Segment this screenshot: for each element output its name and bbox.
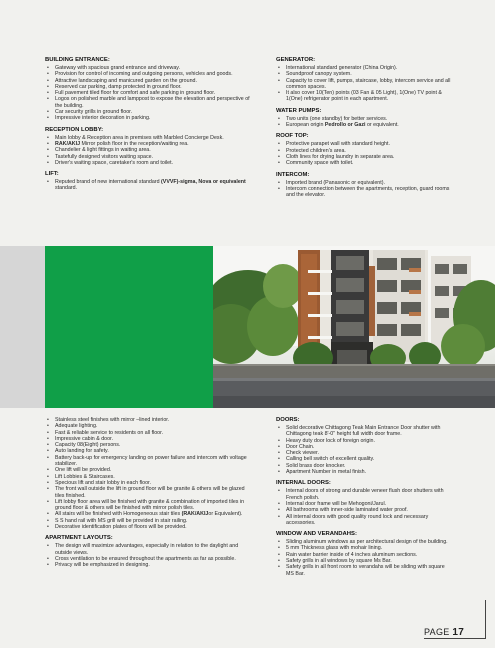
lift-features-list [45,417,255,530]
list-item: • Fast & reliable service to residents on all floor. [55,430,255,436]
building-entrance-list [45,65,255,122]
brand-name: (RAK/AKIJ [181,511,209,518]
doors-heading: DOORS: [276,417,300,423]
left-bottom-column [45,417,255,574]
internal-doors-list [276,488,454,526]
list-item [286,122,454,128]
list-item: • Impressive cabin & door. [55,436,255,442]
list-item: • Gateway with spacious grand entrance and driveway. [55,65,255,71]
list-item: • Intercom connection between the apartments, reception, guard rooms and the elevator. [286,186,454,199]
list-item: • Adequate lighting. [55,423,255,429]
intercom-list [276,180,454,199]
list-item: • Solid decorative Chittagong Teak Main Entrance Door shutter with Chittagong teak 8'-0" height full width door frame. [286,425,454,438]
list-item: • Capacity 08(Eight) persons. [55,442,255,448]
list-item-text: Mirror polish floor in the reception/waiting rea. [80,140,189,147]
water-pumps-list [276,116,454,129]
list-item: • Imported brand (Panasonic or equivalent). [286,180,454,186]
list-item: • Car security grills in ground floor. [55,109,255,115]
list-item: • Calling bell switch of excellent quality. [286,456,454,462]
apartment-layouts-list [45,543,255,568]
right-bottom-column [276,417,454,582]
brand-name: Pedrollo or Gazi [324,122,366,129]
generator-heading: GENERATOR: [276,57,316,63]
list-item: • Check viewer. [286,450,454,456]
brand-name: (VVVF)-sigma, Nova or equivalent [161,179,246,186]
list-item: • Specious lift and stair lobby in each floor. [55,480,255,486]
left-top-column [45,57,255,197]
list-item: • S S hand rail with MS grill will be provided in stair railing. [55,518,255,524]
building-entrance-heading: BUILDING ENTRANCE: [45,57,110,63]
list-item: • Provision for control of incoming and outgoing persons, vehicles and goods. [55,71,255,77]
roof-top-heading: ROOF TOP: [276,133,309,140]
list-item: • Logos on polished marble and lamppost to expose the elevation and perspective of the building. [55,96,255,109]
internal-doors-heading: INTERNAL DOORS: [276,480,331,487]
list-item: • Sliding aluminum windows as per architectural design of the building. [286,539,454,545]
list-item: • Rain water barrier inside of 4 inches aluminum sections. [286,552,454,558]
list-item: • Protective parapet wall with standard height. [286,141,454,147]
apartment-layouts-heading: APARTMENT LAYOUTS: [45,535,113,542]
list-item: • Privacy will be emphasized in designing. [55,562,255,568]
list-item: • Cloth lines for drying laundry in separate area. [286,154,454,160]
list-item: • Internal doors of strong and durable veneer flush door shutters with French polish. [286,488,454,501]
list-item: • Door Chain. [286,444,454,450]
green-color-block [45,246,213,408]
list-item-text: or equivalent. [365,122,399,129]
list-item: • Reserved car parking, damp protected in ground floor. [55,84,255,90]
building-illustration [213,246,495,408]
list-item: • Apartment Number in metal finish. [286,469,454,475]
intercom-heading: INTERCOM: [276,171,310,178]
list-item: • Lift lobby floor area will be finished with granite & combination of imported tiles in ground floor & others will be finished with mirror polish tiles. [55,499,255,512]
list-item: • Chandelier & light fittings in waiting area. [55,147,255,153]
lift-heading: LIFT: [45,171,59,178]
list-item: • Attractive landscaping and manicured garden on the ground. [55,78,255,84]
list-item: • 5 mm Thickness glass with mohair lining. [286,545,454,551]
windows-list [276,539,454,577]
list-item-text: Reputed brand of new international standard [55,179,162,186]
list-item: • Protected children's area. [286,148,454,154]
list-item: • Decorative identification plates of floors will be provided. [55,524,255,530]
list-item: • Battery back-up for emergency landing on power failure and intercom with voltage stabilizer. [55,455,255,468]
gray-color-block [0,246,45,408]
doors-list [276,425,454,475]
image-band [0,246,495,408]
list-item-text: All stairs will be finished with Homogeneous stair tiles [55,511,182,518]
footer-rule-horizontal [424,638,486,639]
reception-lobby-heading: RECEPTION LOBBY: [45,126,104,133]
page-number-value: 17 [452,627,465,638]
list-item: • Safety grills in all windows by square Ms Bar. [286,558,454,564]
list-item: • Safety grills in all front room to verandahs will be sliding with square MS Bar. [286,564,454,577]
footer-rule-vertical [485,600,486,639]
list-item: • All internal doors with good quality round lock and necessary accessories. [286,514,454,527]
page-number [424,627,464,638]
building-render-image [213,246,495,408]
list-item: • All bathrooms with inner-side laminated water proof. [286,507,454,513]
list-item: • It also cover 10(Ten) points (03 Fan & 05 Light), 1(One) TV point & 1(One) refrigerator point in each apartment. [286,90,454,103]
list-item: • Capacity to cover lift, pumps, staircase, lobby, intercom service and all common spaces. [286,78,454,91]
reception-lobby-list [45,135,255,166]
list-item [55,179,255,192]
list-item-text: or Equivalent). [208,511,243,518]
list-item: • Cross ventilation to be ensured throughout the apartments as far as possible. [55,556,255,562]
windows-heading: WINDOW AND VERANDAHS: [276,531,357,538]
lift-list [45,179,255,192]
list-item: • The front wall outside the lift in ground floor will be granite & others will be glazed tiles finished. [55,486,255,499]
list-item: • Solid brass door knocker. [286,463,454,469]
list-item: • Tastefully designed visitors waiting space. [55,154,255,160]
list-item: • Full pavement tiled floor for comfort and safe parking in ground floor. [55,90,255,96]
list-item: • Impressive interior decoration in parking. [55,115,255,121]
page-label: PAGE [424,627,450,637]
roof-top-list [276,141,454,166]
list-item-text: European origin [286,122,325,129]
list-item: • The design will maximize advantages, especially in relation to the daylight and outside views. [55,543,255,556]
list-item: • Heavy duty door lock of foreign origin. [286,438,454,444]
list-item: • Main lobby & Reception area in premises with Marbled Concierge Desk. [55,135,255,141]
list-item: • Auto landing for safety. [55,448,255,454]
list-item: • Driver's waiting space, caretaker's room and toilet. [55,160,255,166]
brand-name: RAK/AKIJ [55,140,81,147]
list-item: • Stainless steel finishes with mirror –lined interior. [55,417,255,423]
list-item-text: standard. [55,185,78,192]
list-item: • Internal door frame will be Mehogoni/Jarul. [286,501,454,507]
right-top-column [276,57,454,203]
list-item: • Soundproof canopy system. [286,71,454,77]
list-item: • International standard generator (China Origin). [286,65,454,71]
list-item: • Two units (one standby) for better services. [286,116,454,122]
list-item: • Lift Lobbies & Staircases. [55,474,255,480]
list-item: • One lift will be provided. [55,467,255,473]
list-item: • Community space with toilet. [286,160,454,166]
generator-list [276,65,454,103]
water-pumps-heading: WATER PUMPS: [276,107,322,114]
